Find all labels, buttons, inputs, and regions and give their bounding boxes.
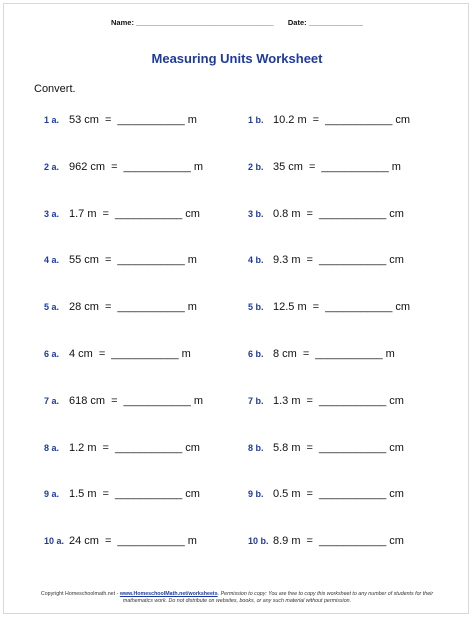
target-unit: m [193, 160, 203, 173]
equals-sign: = [104, 535, 112, 548]
equals-sign: = [312, 301, 320, 314]
problem-item [248, 348, 395, 360]
equals-sign: = [312, 114, 320, 126]
problem-number: 3 a. [44, 208, 60, 219]
footer: Copyright Homeschoolmath.net - www.HomeschoolMath.net/worksheets. Permission to copy: You are free to copy this worksheet to any number of students for their mathematics work. Do not distribute on websites, books, or any such material without permission. [40, 591, 434, 604]
problem-item [44, 348, 191, 360]
answer-blank[interactable]: ___________ [117, 254, 185, 267]
problem-expression: 8 cm [273, 348, 297, 360]
footer-permission: Permission to copy: You are free to copy this worksheet to any number of students for their mathematics work. Do not distribute on websites, books, or any such material without permission. [122, 591, 434, 604]
target-unit: cm [389, 394, 404, 407]
answer-blank[interactable]: ___________ [325, 114, 393, 126]
answer-blank[interactable]: ___________ [117, 535, 185, 548]
answer-blank[interactable]: ___________ [318, 535, 387, 548]
problem-expression: 53 cm [69, 114, 99, 126]
problem-item [44, 301, 197, 313]
equals-sign: = [98, 348, 106, 360]
date-line: _____________ [308, 18, 363, 27]
answer-blank[interactable]: ___________ [117, 114, 185, 126]
target-unit: cm [389, 254, 404, 267]
problem-item [248, 301, 410, 313]
problem-expression: 24 cm [69, 535, 99, 548]
target-unit: m [187, 254, 197, 267]
worksheet-title: Measuring Units Worksheet [151, 51, 323, 66]
target-unit: cm [389, 207, 404, 220]
problem-expression: 55 cm [69, 254, 99, 267]
date-label: Date: [287, 18, 307, 27]
target-unit: cm [389, 488, 404, 501]
problem-item [44, 488, 200, 500]
problem-number: 1 b. [248, 115, 264, 125]
problem-item [248, 254, 404, 266]
target-unit: cm [185, 488, 200, 501]
answer-blank[interactable]: ___________ [318, 441, 387, 454]
problem-number: 2 b. [248, 161, 264, 172]
problem-expression: 5.8 m [273, 441, 301, 454]
equals-sign: = [102, 207, 109, 220]
footer-copyright: Copyright Homeschoolmath.net - [40, 591, 119, 597]
problem-number: 10 b. [248, 536, 269, 547]
problem-item [44, 114, 197, 126]
answer-blank[interactable]: ___________ [123, 394, 191, 407]
problem-item [44, 442, 200, 454]
answer-blank[interactable]: ___________ [111, 348, 179, 360]
answer-blank[interactable]: ___________ [318, 254, 387, 267]
problem-item [44, 395, 203, 407]
worksheet-header [0, 18, 474, 27]
answer-blank[interactable]: ___________ [318, 488, 387, 501]
problem-number: 4 b. [248, 255, 264, 266]
problem-item [248, 535, 404, 547]
instruction-text: Convert. [34, 83, 76, 95]
equals-sign: = [306, 254, 313, 267]
problem-expression: 0.5 m [273, 488, 301, 501]
target-unit: m [385, 348, 395, 360]
problem-expression: 0.8 m [273, 207, 301, 220]
problem-number: 2 a. [44, 161, 60, 172]
target-unit: m [193, 394, 203, 407]
problem-expression: 618 cm [69, 394, 106, 407]
problem-expression: 1.2 m [69, 441, 97, 454]
target-unit: m [391, 160, 401, 173]
target-unit: cm [185, 207, 200, 220]
problem-item [44, 208, 200, 220]
equals-sign: = [306, 441, 313, 454]
footer-link[interactable]: www.HomeschoolMath.net/worksheets [119, 591, 218, 597]
problem-number: 10 a. [44, 536, 65, 547]
problem-number: 4 a. [44, 255, 60, 266]
problem-expression: 4 cm [69, 348, 93, 360]
problem-item [44, 254, 197, 266]
problem-number: 8 b. [248, 442, 264, 453]
problem-number: 1 a. [44, 115, 60, 125]
target-unit: m [181, 348, 191, 360]
name-line: _________________________________ [136, 18, 274, 27]
problem-expression: 28 cm [69, 301, 99, 314]
problem-expression: 12.5 m [273, 301, 307, 314]
problem-number: 5 a. [44, 302, 60, 313]
problem-number: 9 b. [248, 489, 264, 500]
equals-sign: = [302, 348, 310, 360]
answer-blank[interactable]: ___________ [114, 441, 183, 454]
equals-sign: = [102, 488, 109, 501]
problem-item [248, 161, 401, 173]
problem-item [248, 208, 404, 220]
problem-expression: 962 cm [69, 160, 106, 173]
target-unit: cm [389, 441, 404, 454]
equals-sign: = [102, 441, 109, 454]
problem-number: 6 b. [248, 349, 264, 359]
problem-item [44, 161, 203, 173]
equals-sign: = [104, 301, 112, 314]
problem-number: 7 a. [44, 395, 60, 406]
answer-blank[interactable]: ___________ [114, 488, 183, 501]
name-label: Name: [111, 18, 134, 27]
target-unit: cm [185, 441, 200, 454]
problem-number: 5 b. [248, 302, 264, 313]
problem-expression: 8.9 m [273, 535, 301, 548]
answer-blank[interactable]: ___________ [318, 394, 387, 407]
answer-blank[interactable]: ___________ [117, 301, 185, 314]
problem-expression: 1.7 m [69, 207, 97, 220]
problem-number: 8 a. [44, 442, 60, 453]
problem-expression: 1.3 m [273, 394, 301, 407]
target-unit: m [187, 301, 197, 314]
problem-expression: 1.5 m [69, 488, 97, 501]
target-unit: cm [395, 114, 411, 126]
answer-blank[interactable]: ___________ [123, 160, 191, 173]
problem-number: 7 b. [248, 395, 264, 406]
equals-sign: = [111, 394, 118, 407]
equals-sign: = [111, 160, 118, 173]
problem-item [248, 488, 404, 500]
answer-blank[interactable]: ___________ [114, 207, 183, 220]
problem-number: 3 b. [248, 208, 264, 219]
equals-sign: = [306, 207, 313, 220]
answer-blank[interactable]: ___________ [318, 207, 387, 220]
problem-number: 9 a. [44, 489, 60, 500]
equals-sign: = [308, 160, 316, 173]
problem-expression: 9.3 m [273, 254, 301, 267]
equals-sign: = [104, 114, 112, 126]
equals-sign: = [104, 254, 112, 267]
target-unit: cm [389, 535, 404, 548]
target-unit: m [187, 535, 197, 548]
equals-sign: = [306, 394, 313, 407]
problem-item [248, 395, 404, 407]
problem-item [248, 442, 404, 454]
answer-blank[interactable]: ___________ [321, 160, 389, 173]
answer-blank[interactable]: ___________ [325, 301, 393, 314]
problem-expression: 10.2 m [273, 114, 307, 126]
problem-item [44, 535, 197, 547]
equals-sign: = [306, 535, 313, 548]
problem-expression: 35 cm [273, 160, 303, 173]
target-unit: m [187, 114, 197, 126]
answer-blank[interactable]: ___________ [315, 348, 383, 360]
problem-item [248, 114, 410, 126]
target-unit: cm [395, 301, 411, 314]
problem-number: 6 a. [44, 349, 60, 359]
equals-sign: = [306, 488, 313, 501]
